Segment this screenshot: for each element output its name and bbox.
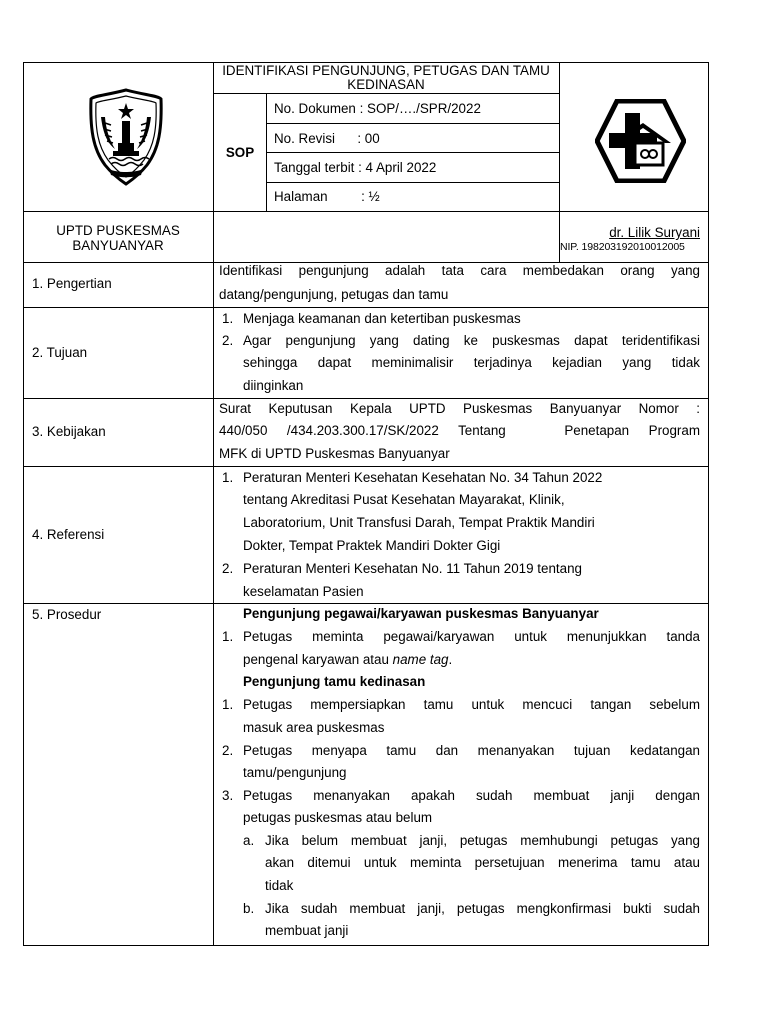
prosedur-heading-pegawai: Pengunjung pegawai/karyawan puskesmas Banyuanyar [243, 606, 599, 621]
prosedur-sub-b-line2: membuat janji [265, 923, 349, 938]
prosedur-sub-letter-b: b. [243, 901, 255, 916]
prosedur-pegawai-item1-line2 [243, 652, 452, 668]
prosedur-name-tag-term: name tag [392, 652, 449, 667]
kebijakan-line2: 440/050 /434.203.300.17/SK/2022 Tentang Penetapan Program [219, 423, 700, 438]
prosedur-tamu-item2-line1: Petugas menyapa tamu dan menanyakan tujuan kedatangan [243, 743, 700, 758]
referensi-number-1: 1. [222, 470, 234, 485]
issue-date: Tanggal terbit : 4 April 2022 [274, 160, 437, 175]
prosedur-tamu-item2-line2: tamu/pengunjung [243, 765, 347, 780]
referensi-item1-line1: Peraturan Menteri Kesehatan Kesehatan No. 34 Tahun 2022 [243, 470, 603, 485]
header-row1-bottom [23, 211, 709, 212]
org-name-line1: UPTD PUSKESMAS [56, 223, 180, 238]
tujuan-item2-line3: diinginkan [243, 378, 304, 393]
prosedur-tamu-item1-line2: masuk area puskesmas [243, 720, 385, 735]
tujuan-item2-line2: sehingga dapat meminimalisir terjadinya kejadian yang tidak [243, 355, 700, 370]
referensi-item2-line1: Peraturan Menteri Kesehatan No. 11 Tahun 2019 tentang [243, 561, 582, 576]
row-referensi-bottom [23, 603, 709, 604]
prosedur-sub-a-line1: Jika belum membuat janji, petugas memhubungi petugas yang [265, 833, 700, 848]
tujuan-item2-line1: Agar pengunjung yang dating ke puskesmas dapat teridentifikasi [243, 333, 700, 348]
table-left-border [23, 62, 24, 946]
regency-emblem-icon [87, 87, 165, 187]
pengertian-text-line1: Identifikasi pengunjung adalah tata cara membedakan orang yang [219, 263, 700, 278]
sop-label: SOP [225, 145, 255, 160]
table-right-border [708, 62, 709, 946]
header-divider-left [213, 62, 214, 946]
row-pengertian-bottom [23, 307, 709, 308]
prosedur-sub-a-line2: akan ditemui untuk meminta persetujuan menerima tamu atau [265, 855, 700, 870]
date-underline [266, 182, 559, 183]
document-title: IDENTIFIKASI PENGUNJUNG, PETUGAS DAN TAMU KEDINASAN [222, 63, 550, 92]
prosedur-tamu-number-3: 3. [222, 788, 234, 803]
prosedur-tamu-item3-line1: Petugas menanyakan apakah sudah membuat janji dengan [243, 788, 700, 803]
prosedur-pegawai-number-1: 1. [222, 629, 234, 644]
prosedur-pegawai-item1-text: pengenal karyawan atau [243, 652, 393, 667]
signer-name: dr. Lilik Suryani [609, 225, 700, 240]
label-referensi: 4. Referensi [32, 527, 105, 542]
docno-underline [266, 123, 559, 124]
row-kebijakan-bottom [23, 466, 709, 467]
prosedur-tamu-item3-line2: petugas puskesmas atau belum [243, 810, 433, 825]
tujuan-number-1: 1. [222, 311, 234, 326]
table-bottom-border [23, 945, 709, 946]
kebijakan-line3: MFK di UPTD Puskesmas Banyuanyar [219, 446, 450, 461]
page-number: Halaman : ½ [274, 189, 380, 204]
referensi-item2-line2: keselamatan Pasien [243, 584, 364, 599]
tujuan-item1: Menjaga keamanan dan ketertiban puskesmas [243, 311, 521, 326]
title-underline [213, 93, 559, 94]
prosedur-sub-a-line3: tidak [265, 878, 294, 893]
kebijakan-line1: Surat Keputusan Kepala UPTD Puskesmas Banyuanyar Nomor : [219, 401, 700, 416]
prosedur-tamu-number-2: 2. [222, 743, 234, 758]
referensi-item1-line2: tentang Akreditasi Pusat Kesehatan Mayarakat, Klinik, [243, 492, 565, 507]
signer-nip: NIP. 198203192010012005 [560, 241, 685, 253]
prosedur-pegawai-item1-line1: Petugas meminta pegawai/karyawan untuk menunjukkan tanda [243, 629, 700, 644]
prosedur-heading-tamu: Pengunjung tamu kedinasan [243, 674, 426, 689]
org-name-line2: BANYUANYAR [72, 238, 164, 253]
prosedur-tamu-item1-line1: Petugas mempersiapkan tamu untuk mencuci tangan sebelum [243, 697, 700, 712]
label-kebijakan: 3. Kebijakan [32, 424, 106, 439]
prosedur-sub-b-line1: Jika sudah membuat janji, petugas mengkonfirmasi bukti sudah [265, 901, 700, 916]
revision-underline [266, 152, 559, 153]
label-tujuan: 2. Tujuan [32, 345, 88, 360]
label-prosedur: 5. Prosedur [32, 607, 102, 622]
prosedur-tamu-number-1: 1. [222, 697, 234, 712]
tujuan-number-2: 2. [222, 333, 234, 348]
doc-number: No. Dokumen : SOP/…./SPR/2022 [274, 101, 481, 116]
label-pengertian: 1. Pengertian [32, 276, 112, 291]
referensi-item1-line4: Dokter, Tempat Praktek Mandiri Dokter Gigi [243, 538, 501, 553]
puskesmas-logo-icon [595, 99, 686, 183]
prosedur-sub-letter-a: a. [243, 833, 255, 848]
revision-number: No. Revisi : 00 [274, 131, 380, 146]
pengertian-text-line2: datang/pengunjung, petugas dan tamu [219, 287, 449, 302]
referensi-item1-line3: Laboratorium, Unit Transfusi Darah, Tempat Praktik Mandiri [243, 515, 595, 530]
prosedur-period: . [448, 652, 453, 667]
referensi-number-2: 2. [222, 561, 234, 576]
